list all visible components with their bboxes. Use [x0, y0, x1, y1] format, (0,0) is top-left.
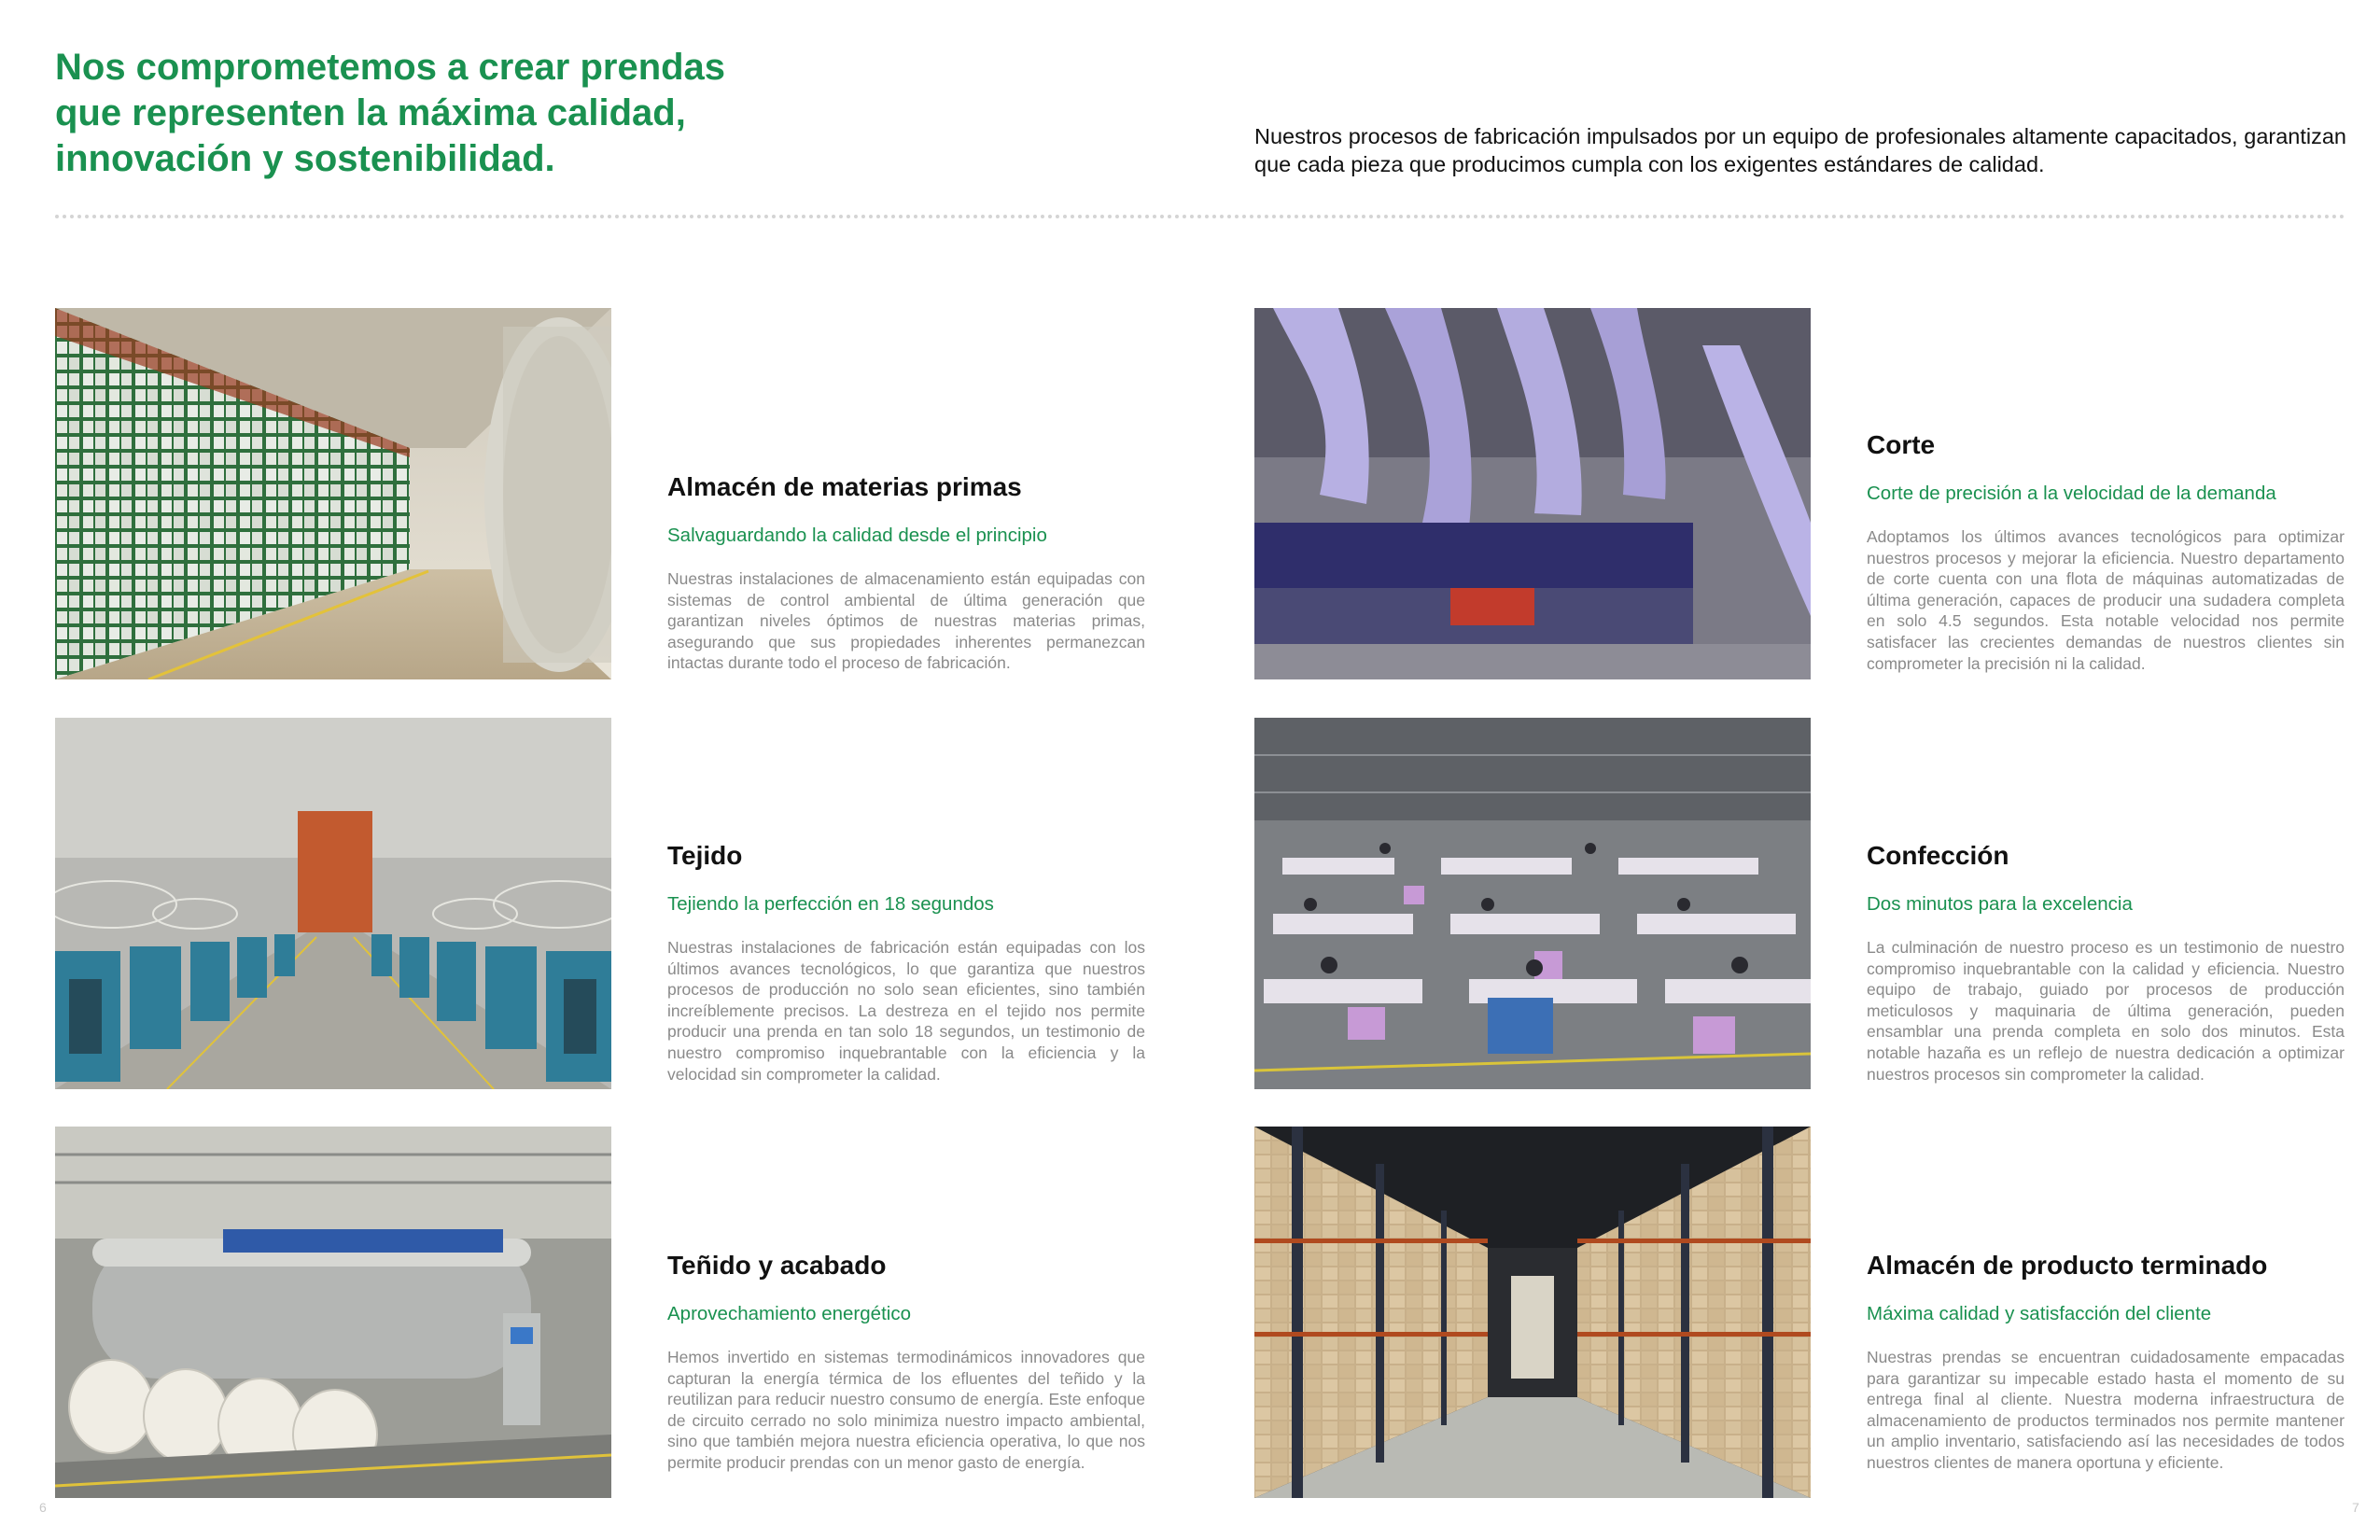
section-subtitle: Aprovechamiento energético [667, 1303, 911, 1324]
section-sewing [1867, 840, 2345, 1085]
section-body: Nuestras prendas se encuentran cuidadosamente empacadas para garantizar su impecable estado hasta el momento de su entrega final al cliente. Nuestra moderna infraestructura de almacenamiento de productos terminados nos permite mantener un amplio inventario, satisfaciendo así las necesidades de todos nuestros clientes de manera oportuna y eficiente. [1867, 1348, 2345, 1472]
cutting-machines-photo [1254, 308, 1811, 679]
section-subtitle: Salvaguardando la calidad desde el principio [667, 525, 1047, 546]
yarn-warehouse-photo [55, 308, 611, 679]
section-subtitle: Tejiendo la perfección en 18 segundos [667, 893, 994, 915]
section-title: Almacén de materias primas [667, 472, 1022, 501]
page-number-left: 6 [39, 1500, 47, 1515]
headline-line-2: que representen la máxima calidad, [55, 92, 686, 133]
section-subtitle: Máxima calidad y satisfacción del cliente [1867, 1303, 2212, 1324]
section-title: Almacén de producto terminado [1867, 1251, 2268, 1280]
section-subtitle: Dos minutos para la excelencia [1867, 893, 2133, 915]
knitting-machines-photo [55, 718, 611, 1089]
section-title: Corte [1867, 430, 1936, 459]
section-knitting [667, 840, 1145, 1085]
section-body: Nuestras instalaciones de almacenamiento están equipadas con sistemas de control ambiental de última generación que garantizan niveles óptimos de nuestras materias primas, asegurando que sus propiedades inherentes permanezcan intactas durante todo el proceso de fabricación. [667, 569, 1145, 673]
dyeing-machines-photo [55, 1127, 611, 1498]
headline-line-3: innovación y sostenibilidad. [55, 138, 555, 179]
finished-goods-warehouse-photo [1254, 1127, 1811, 1498]
section-body: Hemos invertido en sistemas termodinámicos innovadores que capturan la energía térmica de los efluentes del teñido y la reutilizan para reducir nuestro consumo de energía. Este enfoque de circuito cerrado no solo minimiza nuestro impacto ambiental, sino que también mejora nuestra eficiencia operativa, lo que nos permite producir prendas con un menor gasto de energía. [667, 1348, 1145, 1472]
section-body: Nuestras instalaciones de fabricación están equipadas con los últimos avances tecnológicos, lo que garantiza que nuestros procesos de producción no solo sean eficientes, sino también increíblemente precisos. La destreza en el tejido nos permite producir una prenda en tan solo 18 segundos, un testimonio de nuestro compromiso inquebrantable con la eficiencia y la velocidad sin comprometer la calidad. [667, 938, 1145, 1084]
section-body: La culminación de nuestro proceso es un testimonio de nuestro compromiso inquebrantable con la calidad y eficiencia. Nuestro equipo de trabajo, guiado por procesos de producción meticulosos y maquinaria de última generación, pueden ensamblar una prenda completa en solo dos minutos. Esta notable hazaña es un reflejo de nuestra dedicación a optimizar nuestros procesos sin comprometer la calidad. [1867, 938, 2345, 1084]
page-number-right: 7 [2352, 1500, 2359, 1515]
section-title: Confección [1867, 841, 2009, 870]
section-title: Tejido [667, 841, 743, 870]
headline [55, 45, 802, 182]
section-title: Teñido y acabado [667, 1251, 887, 1280]
section-finished-goods [1867, 1250, 2345, 1474]
section-raw-materials [667, 471, 1145, 674]
sewing-floor-photo [1254, 718, 1811, 1089]
section-body: Adoptamos los últimos avances tecnológicos para optimizar nuestros procesos y mejorar la eficiencia. Nuestro departamento de corte cuenta con una flota de máquinas automatizadas de última generación, capaces de producir una sudadera completa en solo 4.5 segundos. Esta notable velocidad nos permite satisfacer las crecientes demandas de nuestros clientes sin comprometer la precisión ni la calidad. [1867, 527, 2345, 673]
intro-paragraph: Nuestros procesos de fabricación impulsados por un equipo de profesionales altamente capacitados, garantizan que cada pieza que producimos cumpla con los exigentes estándares de calidad. [1254, 124, 2346, 176]
dotted-divider [55, 215, 2346, 218]
section-subtitle: Corte de precisión a la velocidad de la demanda [1867, 483, 2276, 504]
headline-line-1: Nos comprometemos a crear prendas [55, 47, 726, 88]
section-dyeing [667, 1250, 1145, 1474]
section-cutting [1867, 429, 2345, 674]
